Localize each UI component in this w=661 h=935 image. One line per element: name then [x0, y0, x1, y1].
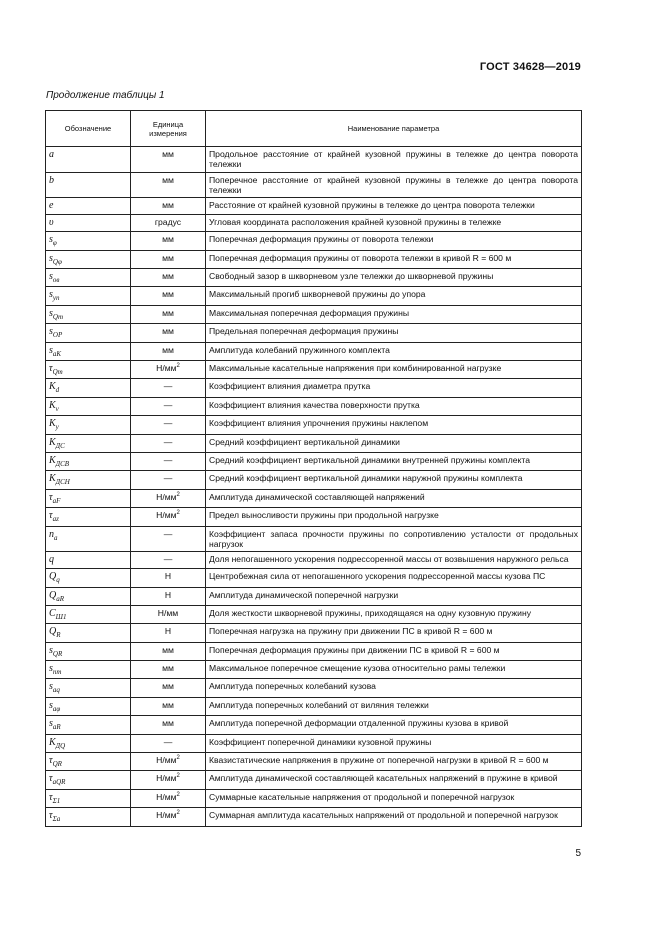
row-unit: мм	[131, 697, 206, 715]
table-row	[46, 808, 582, 826]
table-row	[46, 587, 582, 605]
row-symbol: b	[46, 172, 131, 198]
row-symbol: $Q_R$	[46, 624, 131, 642]
row-unit: мм	[131, 172, 206, 198]
table-row	[46, 342, 582, 360]
row-unit: Н/мм	[131, 605, 206, 623]
row-symbol: $K_у$	[46, 416, 131, 434]
row-unit: градус	[131, 215, 206, 232]
row-unit: Н	[131, 624, 206, 642]
row-parameter-name: Свободный зазор в шкворневом узле тележки до шкворневой пружины	[206, 269, 582, 287]
row-unit: —	[131, 434, 206, 452]
row-symbol: $n_a$	[46, 526, 131, 552]
row-parameter-name: Коэффициент поперечной динамики кузовной пружины	[206, 734, 582, 752]
table-row	[46, 679, 582, 697]
header-unit: Единица измерения	[131, 111, 206, 147]
table-row	[46, 569, 582, 587]
row-unit: $Н/мм^2$	[131, 508, 206, 526]
row-parameter-name: Доля непогашенного ускорения подрессоренной массы от возвышения наружного рельса	[206, 552, 582, 569]
row-unit: мм	[131, 642, 206, 660]
row-symbol: $K_{ДСВ}$	[46, 452, 131, 470]
table-row	[46, 232, 582, 250]
row-unit: $Н/мм^2$	[131, 489, 206, 507]
row-unit: $Н/мм^2$	[131, 753, 206, 771]
table-row	[46, 489, 582, 507]
row-parameter-name: Поперечная деформация пружины при движении ПС в кривой R = 600 м	[206, 642, 582, 660]
row-unit: мм	[131, 716, 206, 734]
table-row	[46, 434, 582, 452]
row-unit: —	[131, 471, 206, 489]
row-symbol: $s_{aq}$	[46, 679, 131, 697]
table-row	[46, 287, 582, 305]
table-row	[46, 324, 582, 342]
row-unit: —	[131, 397, 206, 415]
row-symbol: $\tau_{Qm}$	[46, 360, 131, 378]
row-parameter-name: Коэффициент влияния упрочнения пружины наклепом	[206, 416, 582, 434]
row-parameter-name: Продольное расстояние от крайней кузовной пружины в тележке до центра поворота тележки	[206, 147, 582, 173]
row-parameter-name: Суммарные касательные напряжения от продольной и поперечной нагрузок	[206, 789, 582, 807]
row-parameter-name: Максимальная поперечная деформация пружины	[206, 305, 582, 323]
row-parameter-name: Амплитуда поперечной деформации отдаленной пружины кузова в кривой	[206, 716, 582, 734]
table-row	[46, 697, 582, 715]
row-parameter-name: Доля жесткости шкворневой пружины, приходящаяся на одну кузовную пружину	[206, 605, 582, 623]
row-symbol: $s_{Qm}$	[46, 305, 131, 323]
row-symbol: $s_{Q\varphi}$	[46, 250, 131, 268]
row-parameter-name: Амплитуда динамической составляющей напряжений	[206, 489, 582, 507]
row-parameter-name: Максимальное поперечное смещение кузова относительно рамы тележки	[206, 661, 582, 679]
row-unit: мм	[131, 287, 206, 305]
row-parameter-name: Поперечная деформация пружины от поворота тележки	[206, 232, 582, 250]
row-symbol: $s_\varphi$	[46, 232, 131, 250]
row-parameter-name: Центробежная сила от непогашенного ускорения подрессоренной массы кузова ПС	[206, 569, 582, 587]
row-symbol: $s_{QR}$	[46, 642, 131, 660]
table-row	[46, 379, 582, 397]
row-unit: мм	[131, 679, 206, 697]
row-symbol: $s_{аК}$	[46, 342, 131, 360]
row-unit: мм	[131, 661, 206, 679]
table-row	[46, 605, 582, 623]
row-unit: мм	[131, 269, 206, 287]
row-unit: $Н/мм^2$	[131, 808, 206, 826]
table-row	[46, 416, 582, 434]
row-symbol: e	[46, 198, 131, 215]
row-symbol: υ	[46, 215, 131, 232]
row-unit: мм	[131, 305, 206, 323]
table-row	[46, 452, 582, 470]
table-row	[46, 642, 582, 660]
row-parameter-name: Коэффициент влияния диаметра прутка	[206, 379, 582, 397]
row-parameter-name: Поперечная нагрузка на пружину при движении ПС в кривой R = 600 м	[206, 624, 582, 642]
table-row	[46, 552, 582, 569]
row-symbol: $s_{ОР}$	[46, 324, 131, 342]
row-parameter-name: Суммарная амплитуда касательных напряжений от продольной и поперечной нагрузок	[206, 808, 582, 826]
table-row	[46, 716, 582, 734]
page-number: 5	[575, 848, 581, 859]
row-symbol: $\tau_{\Sigma 1}$	[46, 789, 131, 807]
table-continuation-caption: Продолжение таблицы 1	[46, 90, 165, 101]
row-unit: —	[131, 416, 206, 434]
row-unit: мм	[131, 250, 206, 268]
row-symbol: $\tau_{aQR}$	[46, 771, 131, 789]
row-symbol: $C_{Ш1}$	[46, 605, 131, 623]
table-header-row	[46, 111, 582, 147]
row-unit: —	[131, 379, 206, 397]
row-unit: мм	[131, 324, 206, 342]
standard-number: ГОСТ 34628—2019	[479, 61, 581, 73]
row-symbol: $s_{aR}$	[46, 716, 131, 734]
row-parameter-name: Амплитуда поперечных колебаний кузова	[206, 679, 582, 697]
table-row	[46, 526, 582, 552]
row-unit: —	[131, 452, 206, 470]
row-parameter-name: Предел выносливости пружины при продольной нагрузке	[206, 508, 582, 526]
row-parameter-name: Поперечное расстояние от крайней кузовной пружины в тележке до центра поворота тележки	[206, 172, 582, 198]
table-row	[46, 771, 582, 789]
table-row	[46, 753, 582, 771]
table-row	[46, 269, 582, 287]
row-unit: $Н/мм^2$	[131, 771, 206, 789]
row-parameter-name: Максимальный прогиб шкворневой пружины до упора	[206, 287, 582, 305]
table-row	[46, 661, 582, 679]
row-symbol: $Q_{aR}$	[46, 587, 131, 605]
row-unit: —	[131, 526, 206, 552]
row-symbol: $K_v$	[46, 397, 131, 415]
row-symbol: $\tau_{az}$	[46, 508, 131, 526]
row-symbol: $K_{ДСН}$	[46, 471, 131, 489]
table-row	[46, 789, 582, 807]
header-symbol: Обозначение	[46, 111, 131, 147]
row-symbol: $K_{ДС}$	[46, 434, 131, 452]
table-row	[46, 215, 582, 232]
table-row	[46, 624, 582, 642]
row-parameter-name: Угловая координата расположения крайней кузовной пружины в тележке	[206, 215, 582, 232]
row-unit: Н	[131, 587, 206, 605]
row-symbol: a	[46, 147, 131, 173]
row-unit: мм	[131, 232, 206, 250]
row-symbol: $s_{уп}$	[46, 287, 131, 305]
row-symbol: $Q_q$	[46, 569, 131, 587]
row-parameter-name: Средний коэффициент вертикальной динамики внутренней пружины комплекта	[206, 452, 582, 470]
table-row	[46, 147, 582, 173]
row-unit: Н	[131, 569, 206, 587]
row-unit: мм	[131, 198, 206, 215]
row-symbol: $s_{ов}$	[46, 269, 131, 287]
row-parameter-name: Амплитуда колебаний пружинного комплекта	[206, 342, 582, 360]
row-unit: —	[131, 552, 206, 569]
row-unit: $Н/мм^2$	[131, 360, 206, 378]
header-parameter-name: Наименование параметра	[206, 111, 582, 147]
parameters-table	[45, 110, 582, 827]
table-row	[46, 471, 582, 489]
row-symbol: $\tau_{aF}$	[46, 489, 131, 507]
table-row	[46, 172, 582, 198]
table-row	[46, 360, 582, 378]
row-unit: $Н/мм^2$	[131, 789, 206, 807]
row-symbol: $\tau_{QR}$	[46, 753, 131, 771]
table-row	[46, 508, 582, 526]
row-parameter-name: Максимальные касательные напряжения при комбинированной нагрузке	[206, 360, 582, 378]
row-symbol: $\tau_{\Sigma a}$	[46, 808, 131, 826]
row-parameter-name: Коэффициент влияния качества поверхности прутка	[206, 397, 582, 415]
row-parameter-name: Амплитуда поперечных колебаний от виляния тележки	[206, 697, 582, 715]
row-parameter-name: Предельная поперечная деформация пружины	[206, 324, 582, 342]
row-parameter-name: Коэффициент запаса прочности пружины по сопротивлению усталости от продольных нагрузок	[206, 526, 582, 552]
row-unit: мм	[131, 147, 206, 173]
table-row	[46, 198, 582, 215]
table-row	[46, 305, 582, 323]
row-symbol: q	[46, 552, 131, 569]
row-symbol: $s_{a\varphi}$	[46, 697, 131, 715]
row-parameter-name: Расстояние от крайней кузовной пружины в тележке до центра поворота тележки	[206, 198, 582, 215]
table-row	[46, 250, 582, 268]
row-symbol: $s_{пт}$	[46, 661, 131, 679]
row-symbol: $K_d$	[46, 379, 131, 397]
row-parameter-name: Поперечная деформация пружины от поворота тележки в кривой R = 600 м	[206, 250, 582, 268]
row-unit: мм	[131, 342, 206, 360]
row-unit: —	[131, 734, 206, 752]
row-parameter-name: Квазистатические напряжения в пружине от поперечной нагрузки в кривой R = 600 м	[206, 753, 582, 771]
row-parameter-name: Амплитуда динамической составляющей касательных напряжений в пружине в кривой	[206, 771, 582, 789]
table-row	[46, 397, 582, 415]
table-row	[46, 734, 582, 752]
row-parameter-name: Средний коэффициент вертикальной динамики наружной пружины комплекта	[206, 471, 582, 489]
row-parameter-name: Средний коэффициент вертикальной динамики	[206, 434, 582, 452]
row-parameter-name: Амплитуда динамической поперечной нагрузки	[206, 587, 582, 605]
row-symbol: $K_{ДQ}$	[46, 734, 131, 752]
